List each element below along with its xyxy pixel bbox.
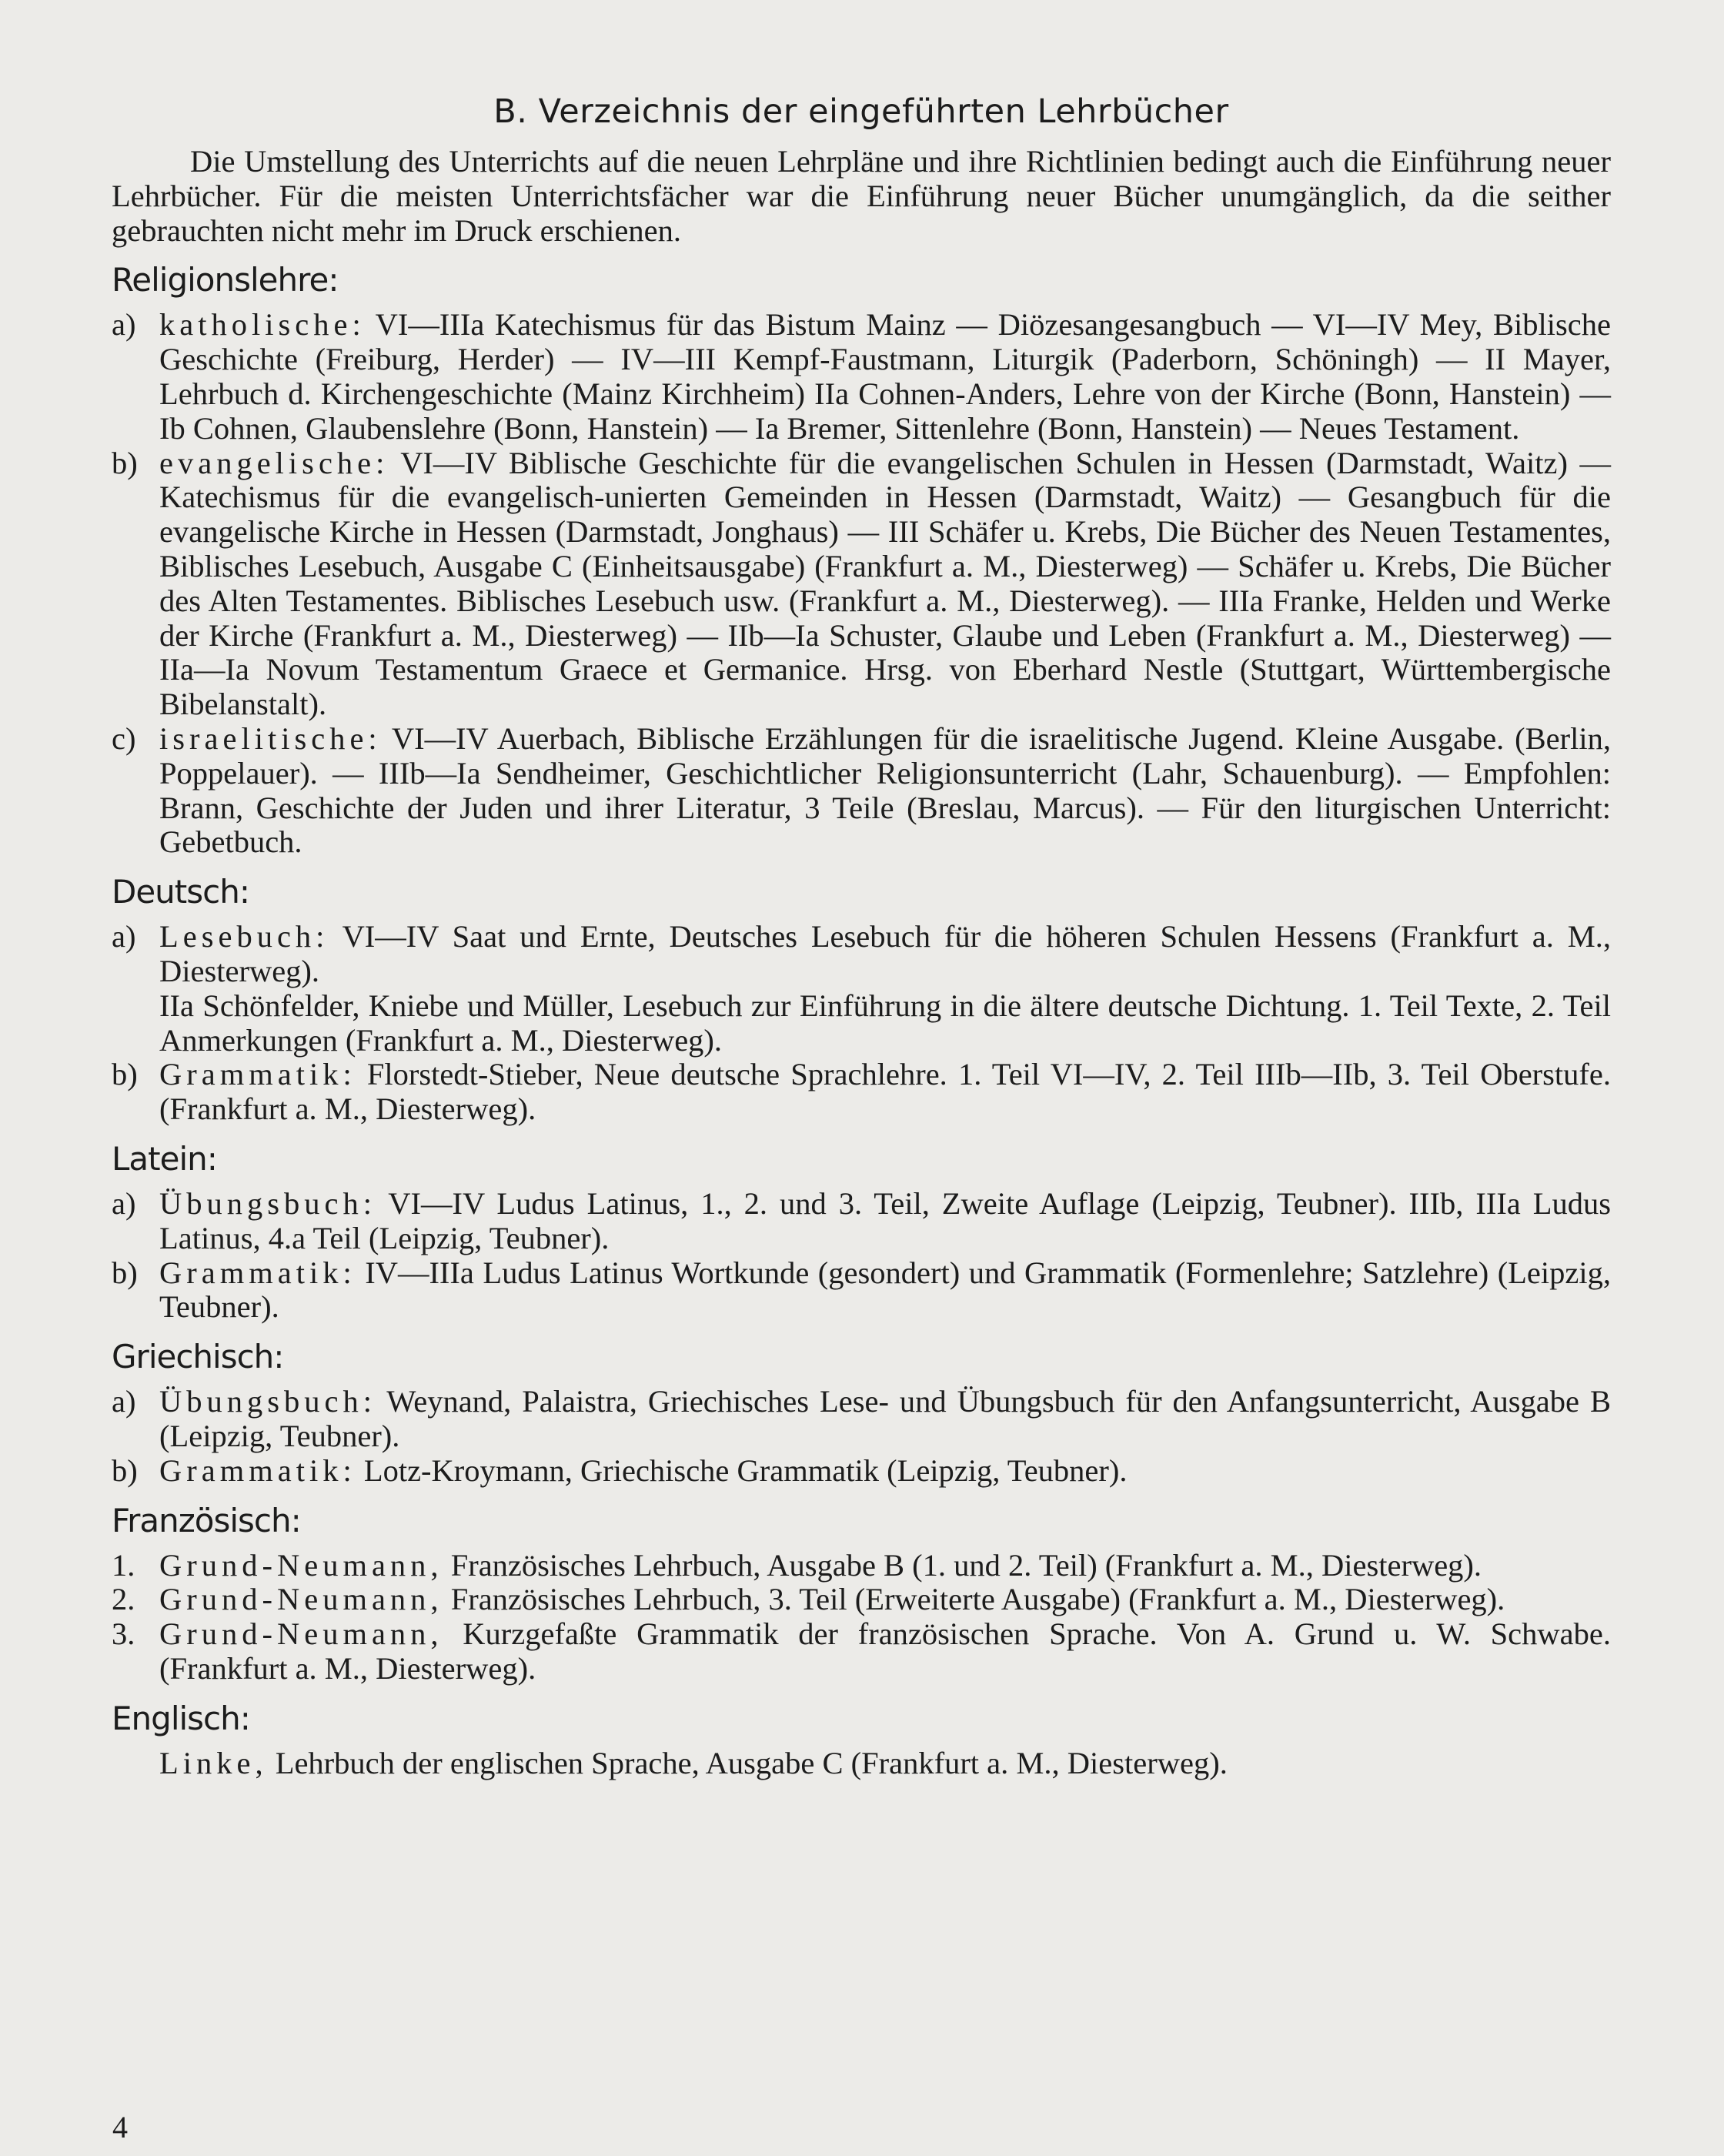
page-title: B. Verzeichnis der eingeführten Lehrbücher — [493, 92, 1229, 131]
item-key: Lesebuch: — [159, 919, 329, 954]
list-item — [112, 722, 1611, 860]
item-key: evangelische: — [159, 445, 389, 480]
item-text: VI—IV Biblische Geschichte für die evangelischen Schulen in Hessen (Darmstadt, Waitz) — Katechismus für die evangelisch-unierten Gemeinden in Hessen (Darmstadt, Waitz) — Gesangbuch für die evangelische Kirche in Hessen (Darmstadt, Jonghaus) — III Schäfer u. Krebs, Die Bücher des Neuen Testamentes, Biblisches Lesebuch, Ausgabe C (Einheitsausgabe) (Frankfurt a. M., Diesterweg) — Schäfer u. Krebs, Die Bücher des Alten Testamentes. Biblisches Lesebuch usw. (Frankfurt a. M., Diesterweg). — IIIa Franke, Helden und Werke der Kirche (Frankfurt a. M., Diesterweg) — IIb—Ia Schuster, Glaube und Leben (Frankfurt a. M., Diesterweg) — IIa—Ia Novum Testamentum Graece et Germanice. Hrsg. von Eberhard Nestle (Stuttgart, Württembergische Bibelanstalt). — [159, 445, 1611, 722]
content — [112, 89, 1611, 1780]
list-item — [112, 1549, 1611, 1583]
heading-englisch: Englisch: — [112, 1699, 250, 1737]
list-item — [112, 1617, 1611, 1686]
item-key: Grund-Neumann, — [159, 1547, 443, 1583]
item-key: Übungsbuch: — [159, 1384, 376, 1419]
item-label: a) — [112, 307, 136, 343]
item-text: VI—IV Ludus Latinus, 1., 2. und 3. Teil, Zweite Auflage (Leipzig, Teubner). IIIb, IIIa Ludus Latinus, 4.a Teil (Leipzig, Teubner). — [159, 1185, 1611, 1255]
heading-franzoesisch: Französisch: — [112, 1501, 301, 1539]
item-label: b) — [112, 1255, 138, 1290]
item-key: Grammatik: — [159, 1452, 356, 1488]
item-label: a) — [112, 1185, 136, 1221]
list-item — [112, 1385, 1611, 1454]
list-item — [112, 1187, 1611, 1256]
item-key: katholische: — [159, 307, 366, 343]
list-item — [112, 1747, 1611, 1781]
list-item — [112, 1058, 1611, 1127]
item-label: 2. — [112, 1582, 135, 1617]
item-label: 1. — [112, 1547, 135, 1583]
heading-deutsch: Deutsch: — [112, 873, 250, 911]
item-label: c) — [112, 720, 136, 756]
item-key: Grund-Neumann, — [159, 1582, 443, 1617]
item-label: b) — [112, 445, 138, 480]
heading-religionslehre: Religionslehre: — [112, 261, 339, 299]
item-key: Linke, — [159, 1745, 268, 1780]
heading-latein: Latein: — [112, 1139, 217, 1178]
item-text: Florstedt-Stieber, Neue deutsche Sprachlehre. 1. Teil VI—IV, 2. Teil IIIb—IIb, 3. Teil Oberstufe. (Frankfurt a. M., Diesterweg). — [159, 1057, 1612, 1127]
heading-griechisch: Griechisch: — [112, 1338, 284, 1376]
item-text: VI—IV Saat und Ernte, Deutsches Lesebuch für die höheren Schulen Hessens (Frankfurt a. M., Diesterweg). — [159, 919, 1611, 988]
list-item — [112, 1454, 1611, 1489]
item-key: Grund-Neumann, — [159, 1616, 443, 1652]
item-label: a) — [112, 919, 136, 954]
item-text: Weynand, Palaistra, Griechisches Lese- und Übungsbuch für den Anfangsunterricht, Ausgabe B (Leipzig, Teubner). — [159, 1384, 1611, 1453]
item-key: Übungsbuch: — [159, 1185, 376, 1221]
list-item — [112, 446, 1611, 722]
item-label: a) — [112, 1384, 136, 1419]
list-item-continuation: IIa Schönfelder, Kniebe und Müller, Lesebuch zur Einführung in die ältere deutsche Dichtung. 1. Teil Texte, 2. Teil Anmerkungen (Frankfurt a. M., Diesterweg). — [159, 988, 1611, 1058]
item-text: Lehrbuch der englischen Sprache, Ausgabe C (Frankfurt a. M., Diesterweg). — [275, 1745, 1228, 1780]
item-text: Französisches Lehrbuch, 3. Teil (Erweiterte Ausgabe) (Frankfurt a. M., Diesterweg). — [450, 1582, 1505, 1617]
item-text: Lotz-Kroymann, Griechische Grammatik (Leipzig, Teubner). — [363, 1452, 1128, 1488]
item-text: VI—IV Auerbach, Biblische Erzählungen für die israelitische Jugend. Kleine Ausgabe. (Berlin, Poppelauer). — IIIb—Ia Sendheimer, Geschichtlicher Religionsunterricht (Lahr, Schauenburg). — Empfohlen: Brann, Geschichte der Juden und ihrer Literatur, 3 Teile (Breslau, Marcus). — Für den liturgischen Unterricht: Gebetbuch. — [159, 720, 1611, 860]
item-key: Grammatik: — [159, 1057, 356, 1092]
item-label: 3. — [112, 1616, 135, 1652]
item-label: b) — [112, 1057, 138, 1092]
item-label: b) — [112, 1452, 138, 1488]
intro-paragraph: Die Umstellung des Unterrichts auf die neuen Lehrpläne und ihre Richtlinien bedingt auch die Einführung neuer Lehrbücher. Für die meisten Unterrichtsfächer war die Einführung neuer Bücher unumgänglich, da die seither gebrauchten nicht mehr im Druck erschienen. — [112, 144, 1611, 248]
item-text: Kurzgefaßte Grammatik der französischen Sprache. Von A. Grund u. W. Schwabe. (Frankfurt a. M., Diesterweg). — [159, 1616, 1611, 1686]
item-key: Grammatik: — [159, 1255, 356, 1290]
list-item — [112, 1583, 1611, 1617]
item-text: Französisches Lehrbuch, Ausgabe B (1. und 2. Teil) (Frankfurt a. M., Diesterweg). — [450, 1547, 1482, 1583]
item-text: VI—IIIa Katechismus für das Bistum Mainz — Diözesangesangbuch — VI—IV Mey, Biblische Geschichte (Freiburg, Herder) — IV—III Kempf-Faustmann, Liturgik (Paderborn, Schöningh) — II Mayer, Lehrbuch d. Kirchengeschichte (Mainz Kirchheim) IIa Cohnen-Anders, Lehre von der Kirche (Bonn, Hanstein) — Ib Cohnen, Glaubenslehre (Bonn, Hanstein) — Ia Bremer, Sittenlehre (Bonn, Hanstein) — Neues Testament. — [159, 307, 1611, 446]
list-item — [112, 1256, 1611, 1325]
item-text: IV—IIIa Ludus Latinus Wortkunde (gesondert) und Grammatik (Formenlehre; Satzlehre) (Leipzig, Teubner). — [159, 1255, 1612, 1325]
list-item — [112, 920, 1611, 989]
page-number: 4 — [112, 2110, 128, 2144]
list-item — [112, 308, 1611, 446]
item-key: israelitische: — [159, 720, 382, 756]
